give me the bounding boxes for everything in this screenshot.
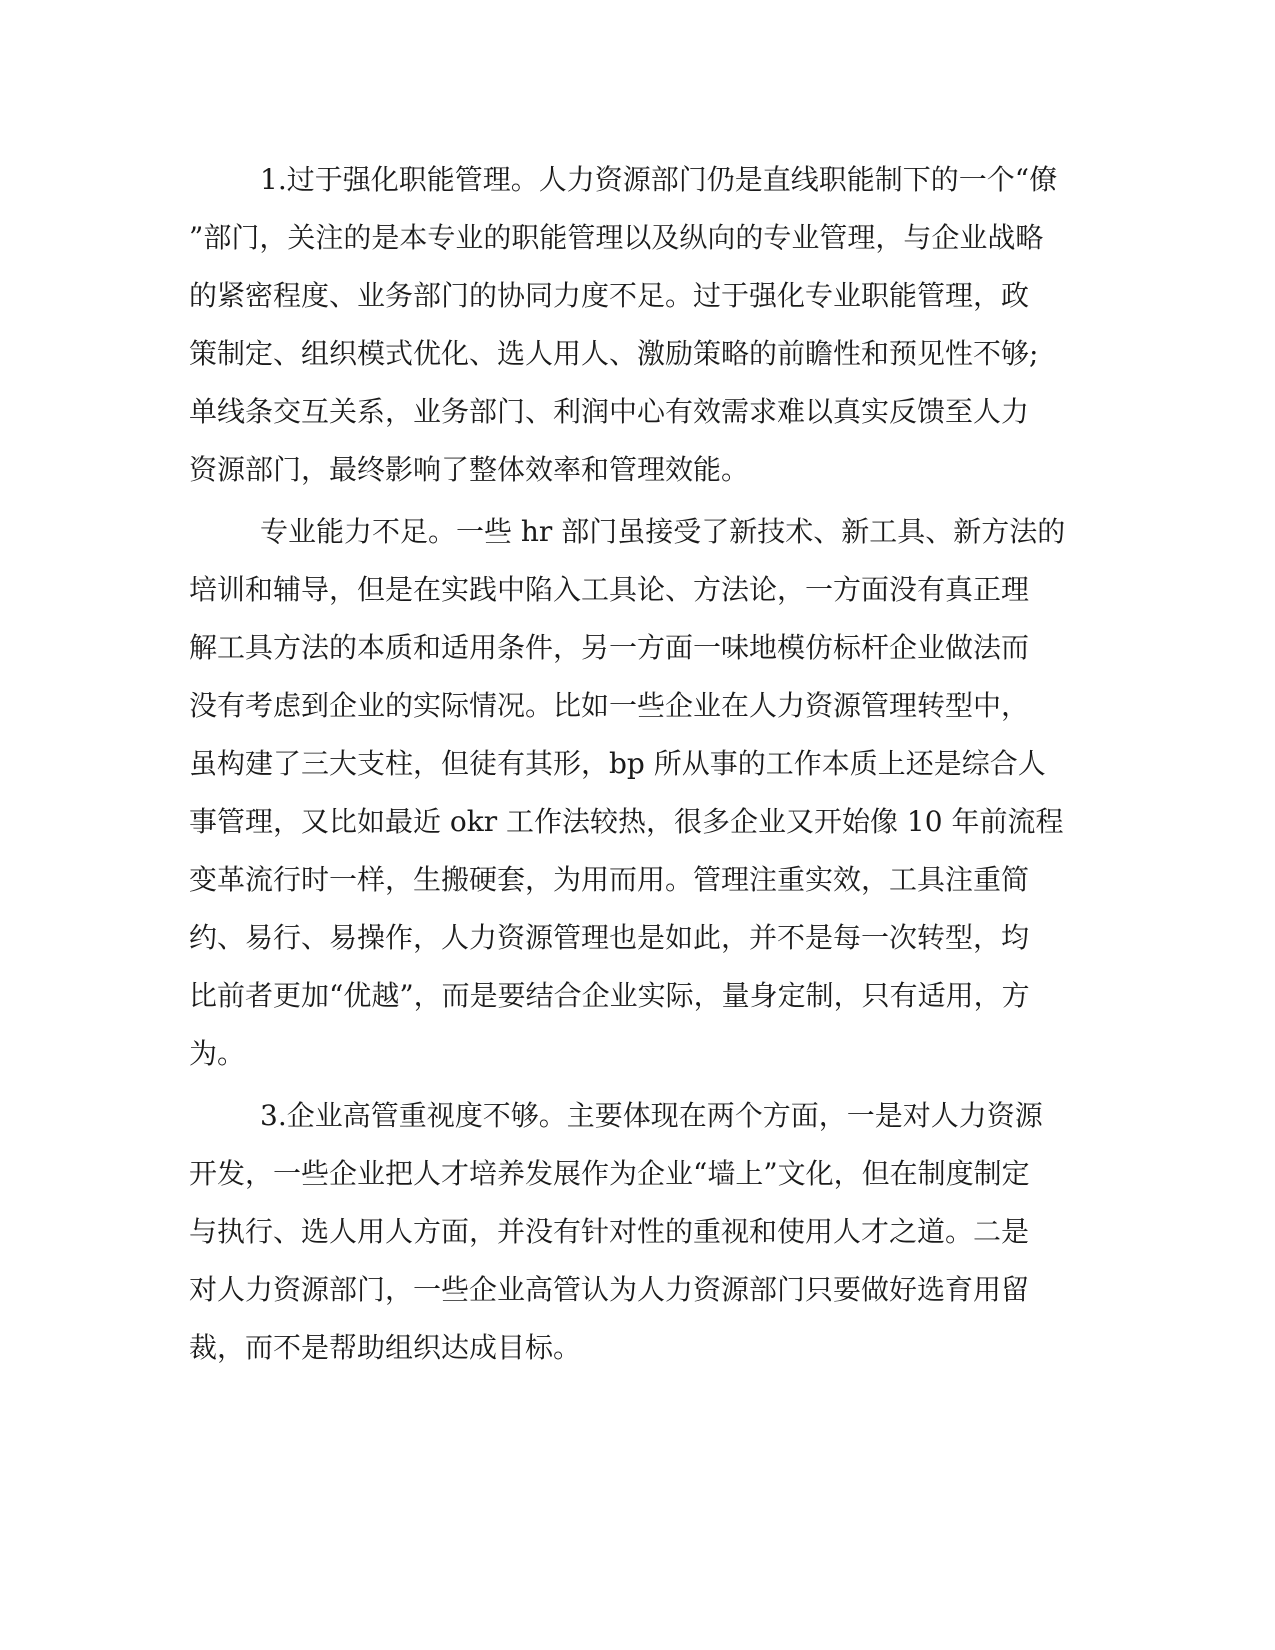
paragraph-1-line-3: 的紧密程度、业务部门的协同力度不足。过于强化专业职能管理，政	[189, 279, 1030, 312]
paragraph-3-line-3: 与执行、选人用人方面，并没有针对性的重视和使用人才之道。二是	[189, 1215, 1030, 1248]
paragraph-2-line-5: 虽构建了三大支柱，但徒有其形，bp 所从事的工作本质上还是综合人	[189, 747, 1046, 780]
paragraph-3-line-5: 裁，而不是帮助组织达成目标。	[189, 1331, 582, 1364]
paragraph-2-line-3: 解工具方法的本质和适用条件，另一方面一味地模仿标杆企业做法而	[189, 631, 1030, 664]
paragraph-2-line-7: 变革流行时一样，生搬硬套，为用而用。管理注重实效，工具注重简	[189, 863, 1030, 896]
paragraph-2-line-6: 事管理，又比如最近 okr 工作法较热，很多企业又开始像 10 年前流程	[189, 805, 1064, 838]
paragraph-1-line-6: 资源部门，最终影响了整体效率和管理效能。	[189, 453, 750, 486]
paragraph-3-line-1: 3.企业高管重视度不够。主要体现在两个方面，一是对人力资源	[260, 1099, 1043, 1132]
paragraph-1-line-5: 单线条交互关系，业务部门、利润中心有效需求难以真实反馈至人力	[189, 395, 1030, 428]
paragraph-2-line-4: 没有考虑到企业的实际情况。比如一些企业在人力资源管理转型中，	[189, 689, 1030, 722]
paragraph-2-line-9: 比前者更加“优越”，而是要结合企业实际，量身定制，只有适用，方	[189, 979, 1030, 1012]
paragraph-3-line-4: 对人力资源部门，一些企业高管认为人力资源部门只要做好选育用留	[189, 1273, 1030, 1306]
paragraph-1-line-2: ”部门，关注的是本专业的职能管理以及纵向的专业管理，与企业战略	[189, 221, 1044, 254]
paragraph-1-line-1: 1.过于强化职能管理。人力资源部门仍是直线职能制下的一个“僚	[260, 163, 1058, 196]
paragraph-2-line-8: 约、易行、易操作，人力资源管理也是如此，并不是每一次转型，均	[189, 921, 1030, 954]
paragraph-1-line-4: 策制定、组织模式优化、选人用人、激励策略的前瞻性和预见性不够;	[189, 337, 1039, 370]
paragraph-3-line-2: 开发，一些企业把人才培养发展作为企业“墙上”文化，但在制度制定	[189, 1157, 1030, 1190]
paragraph-2-line-1: 专业能力不足。一些 hr 部门虽接受了新技术、新工具、新方法的	[260, 515, 1066, 548]
paragraph-2-line-2: 培训和辅导，但是在实践中陷入工具论、方法论，一方面没有真正理	[189, 573, 1030, 606]
paragraph-2-line-10: 为。	[189, 1037, 246, 1070]
